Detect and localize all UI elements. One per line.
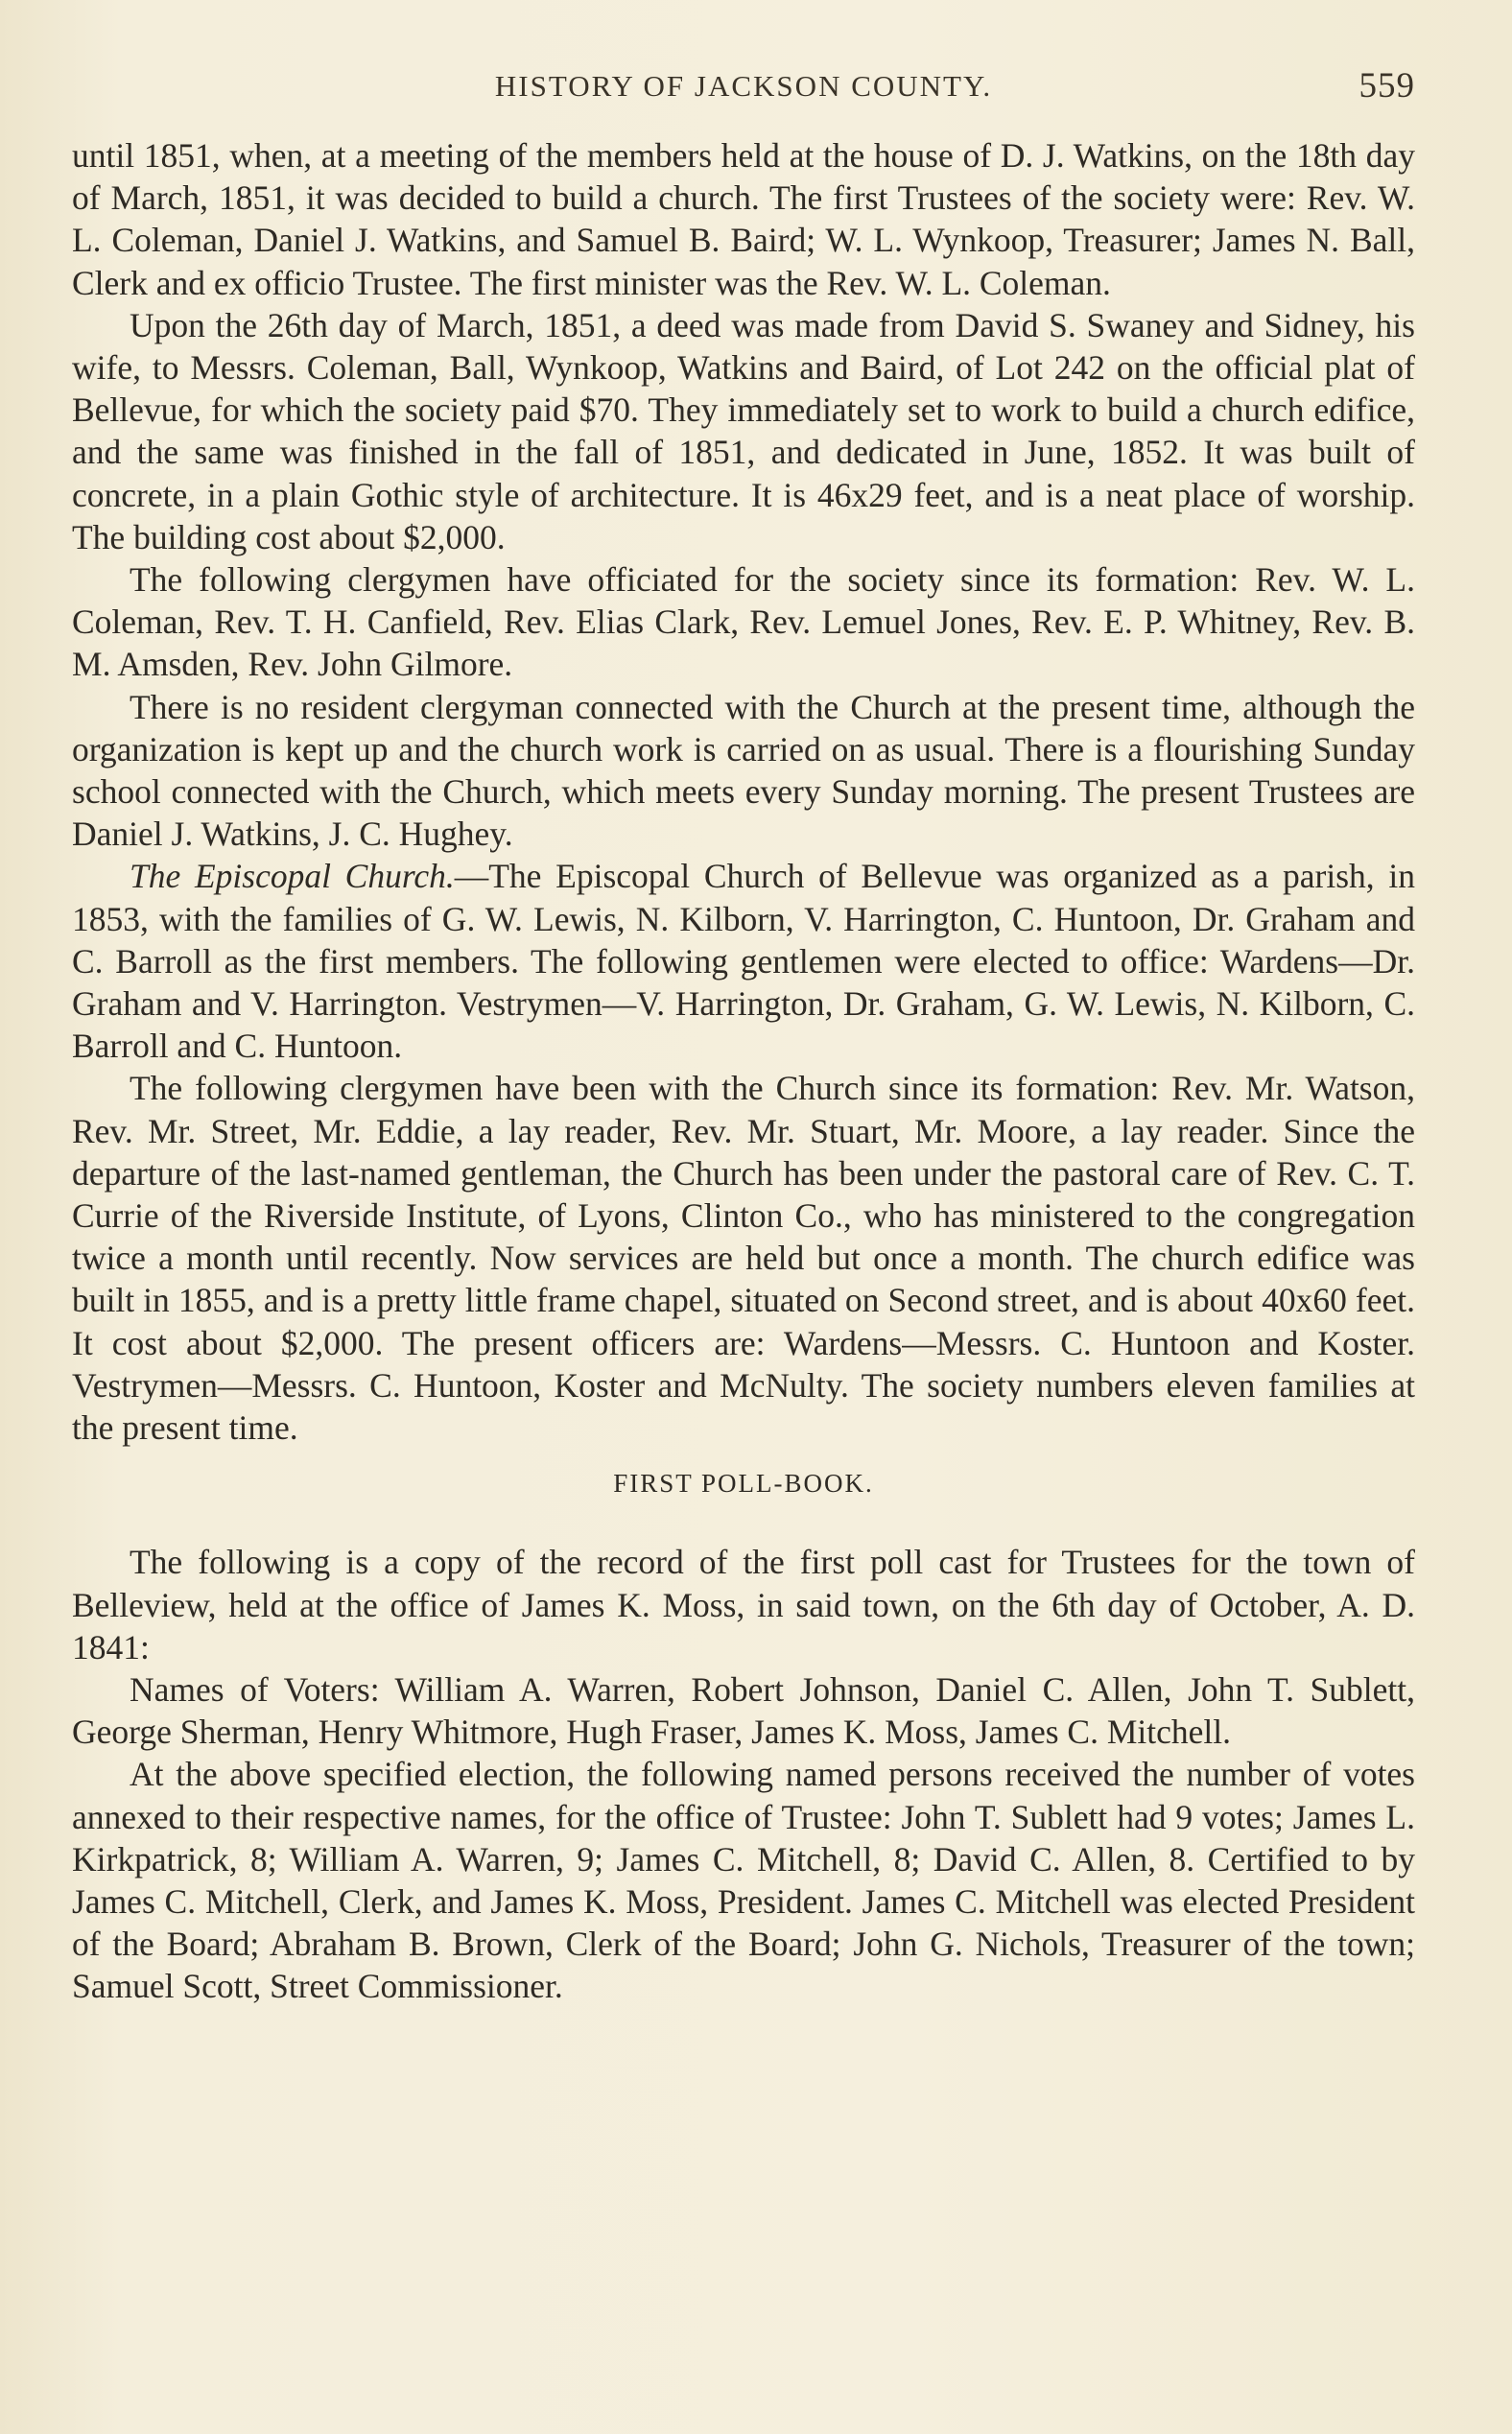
paragraph-present-status: There is no resident clergyman connected with the Church at the present time, although the organization is kept up and the church work is carried on as usual. There is a flourishing Sunday school connected with the Church, which meets every Sunday morning. The present Trustees are Daniel J. Watkins, J. C. Hughey. bbox=[72, 687, 1415, 854]
paragraph-poll-record: The following is a copy of the record of the first poll cast for Trustees for the town of Belleview, held at the office of James K. Moss, in said town, on the 6th day of October, A. D. 1841: bbox=[72, 1543, 1415, 1666]
run-in-heading-episcopal-church: The Episcopal Church. bbox=[130, 857, 455, 896]
paragraph-names-of-voters: Names of Voters: William A. Warren, Robert Johnson, Daniel C. Allen, John T. Sublett, George Sherman, Henry Whitmore, Hugh Fraser, James K. Moss, James C. Mitchell. bbox=[72, 1669, 1415, 1752]
page-header bbox=[72, 66, 1415, 117]
paragraph-episcopal-church-text: —The Episcopal Church of Bellevue was organized as a parish, in 1853, with the families of G. W. Lewis, N. Kilborn, V. Harrington, C. Huntoon, Dr. Graham and C. Barroll as the first members. The following gentlemen were elected to office: Wardens—Dr. Graham and V. Harrington. Vestrymen—V. Harrington, Dr. Graham, G. W. Lewis, N. Kilborn, C. Barroll and C. Huntoon. bbox=[72, 857, 1416, 1066]
paragraph-deed: Upon the 26th day of March, 1851, a deed was made from David S. Swaney and Sidney, his wife, to Messrs. Coleman, Ball, Wynkoop, Watkins and Baird, of Lot 242 on the official plat of Bellevue, for which the society paid $70. They immediately set to work to build a church edifice, and the same was finished in the fall of 1851, and dedicated in June, 1852. It was built of concrete, in a plain Gothic style of architecture. It is 46x29 feet, and is a neat place of worship. The building cost about $2,000. bbox=[72, 305, 1415, 556]
section-heading-first-poll-book: FIRST POLL-BOOK. bbox=[613, 1469, 874, 1499]
paragraph-episcopal-church bbox=[72, 855, 1415, 1067]
paragraph-episcopal-clergymen: The following clergymen have been with the Church since its formation: Rev. Mr. Watson, Rev. Mr. Street, Mr. Eddie, a lay reader, Rev. Mr. Stuart, Mr. Moore, a lay reader. Since the departure of the last-named gentleman, the Church has been under the pastoral care of Rev. C. T. Currie of the Riverside Institute, of Lyons, Clinton Co., who has ministered to the congregation twice a month until recently. Now services are held but once a month. The church edifice was built in 1855, and is a pretty little frame chapel, situated on Second street, and is about 40x60 feet. It cost about $2,000. The present officers are: Wardens—Messrs. C. Huntoon and Koster. Vestrymen—Messrs. C. Huntoon, Koster and McNulty. The society numbers eleven families at the present time. bbox=[72, 1069, 1415, 1448]
paragraph-clergymen-list: The following clergymen have officiated for the society since its formation: Rev. W. L. Coleman, Rev. T. H. Canfield, Rev. Elias Clark, Rev. Lemuel Jones, Rev. E. P. Whitney, Rev. B. M. Amsden, Rev. John Gilmore. bbox=[72, 560, 1415, 684]
body-text bbox=[72, 134, 1415, 2008]
paragraph-church-building-decision: until 1851, when, at a meeting of the members held at the house of D. J. Watkins, on the 18th day of March, 1851, it was decided to build a church. The first Trustees of the society were: Rev. W. L. Coleman, Daniel J. Watkins, and Samuel B. Baird; W. L. Wynkoop, Treasurer; James N. Ball, Clerk and ex officio Trustee. The first minister was the Rev. W. L. Coleman. bbox=[72, 136, 1415, 302]
paragraph-election-results: At the above specified election, the following named persons received the number of votes annexed to their respective names, for the office of Trustee: John T. Sublett had 9 votes; James L. Kirkpatrick, 8; William A. Warren, 9; James C. Mitchell, 8; David C. Allen, 8. Certified to by James C. Mitchell, Clerk, and James K. Moss, President. James C. Mitchell was elected President of the Board; Abraham B. Brown, Clerk of the Board; John G. Nichols, Treasurer of the town; Samuel Scott, Street Commissioner. bbox=[72, 1755, 1415, 2006]
page-number: 559 bbox=[1358, 66, 1415, 106]
running-head: HISTORY OF JACKSON COUNTY. bbox=[494, 69, 993, 103]
